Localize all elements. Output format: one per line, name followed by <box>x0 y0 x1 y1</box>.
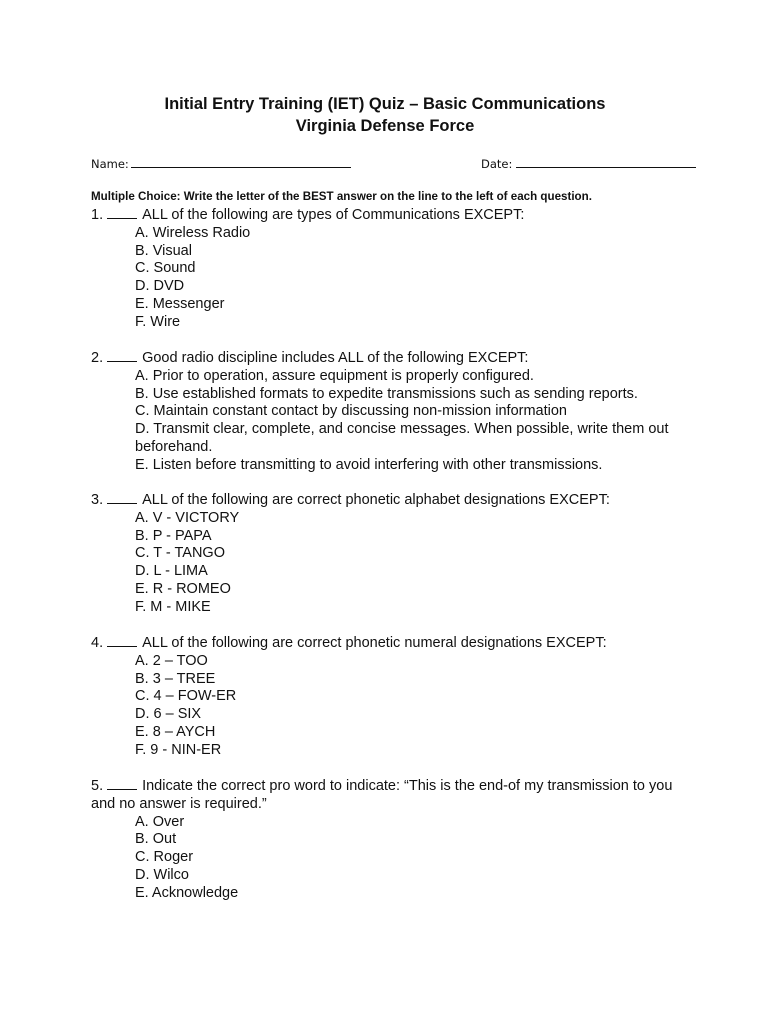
organization-title: Virginia Defense Force <box>295 117 475 135</box>
question-3 <box>91 490 691 617</box>
option-d: D. Transmit clear, complete, and concise messages. When possible, write them out beforehand. <box>135 421 669 455</box>
option-f: F. 9 - NIN-ER <box>135 741 222 758</box>
name-blank-line[interactable] <box>131 155 351 168</box>
option-b: B. Use established formats to expedite transmissions such as sending reports. <box>135 385 638 402</box>
options-list <box>91 814 691 903</box>
option-b: B. Visual <box>135 242 192 259</box>
date-field[interactable] <box>481 155 696 172</box>
option-e: E. Listen before transmitting to avoid interfering with other transmissions. <box>135 456 603 473</box>
option-b: B. Out <box>135 831 177 848</box>
quiz-title: Initial Entry Training (IET) Quiz – Basic Communications <box>164 95 606 113</box>
options-list <box>91 368 691 475</box>
answer-blank[interactable] <box>107 490 137 504</box>
question-text: ALL of the following are correct phonetic numeral designations EXCEPT: <box>142 635 607 651</box>
answer-blank[interactable] <box>107 348 137 362</box>
option-e: E. Messenger <box>135 295 225 312</box>
date-label: Date: <box>481 157 513 171</box>
options-list <box>91 225 691 332</box>
question-text: ALL of the following are types of Communications EXCEPT: <box>142 207 525 223</box>
name-label: Name: <box>91 157 129 171</box>
option-c: C. Maintain constant contact by discussing non-mission information <box>135 403 567 420</box>
option-c: C. Roger <box>135 849 194 866</box>
option-d: D. 6 – SIX <box>135 706 202 723</box>
question-stem <box>91 490 691 510</box>
option-a: A. Wireless Radio <box>135 224 251 241</box>
question-5 <box>91 776 691 903</box>
name-field[interactable] <box>91 155 351 172</box>
question-1 <box>91 205 691 332</box>
option-e: E. Acknowledge <box>135 884 239 901</box>
question-number: 5. <box>91 778 104 794</box>
option-d: D. Wilco <box>135 866 189 883</box>
question-stem <box>91 633 691 653</box>
option-a: A. Over <box>135 813 185 830</box>
option-d: D. L - LIMA <box>135 563 208 580</box>
question-2 <box>91 348 691 475</box>
question-stem <box>91 776 681 814</box>
question-stem <box>91 348 691 368</box>
question-text: Indicate the correct pro word to indicate: “This is the end-of my transmission to you and no answer is required.” <box>91 778 673 812</box>
option-c: C. Sound <box>135 260 196 277</box>
option-a: A. 2 – TOO <box>135 652 208 669</box>
question-stem <box>91 205 691 225</box>
question-number: 1. <box>91 207 104 223</box>
answer-blank[interactable] <box>107 633 137 647</box>
question-text: Good radio discipline includes ALL of the following EXCEPT: <box>142 350 529 366</box>
date-blank-line[interactable] <box>516 155 696 168</box>
answer-blank[interactable] <box>107 776 137 790</box>
option-c: C. 4 – FOW-ER <box>135 688 237 705</box>
option-a: A. V - VICTORY <box>135 509 240 526</box>
option-d: D. DVD <box>135 278 185 295</box>
question-number: 3. <box>91 492 104 508</box>
question-number: 4. <box>91 635 104 651</box>
option-a: A. Prior to operation, assure equipment is properly configured. <box>135 367 534 384</box>
option-c: C. T - TANGO <box>135 545 225 562</box>
option-f: F. M - MIKE <box>135 598 211 615</box>
option-b: B. 3 – TREE <box>135 670 216 687</box>
options-list <box>91 653 691 760</box>
instructions: Multiple Choice: Write the letter of the BEST answer on the line to the left of each question. <box>91 190 592 203</box>
answer-blank[interactable] <box>107 205 137 219</box>
option-e: E. 8 – AYCH <box>135 723 216 740</box>
question-text: ALL of the following are correct phonetic alphabet designations EXCEPT: <box>142 492 610 508</box>
question-4 <box>91 633 691 760</box>
options-list <box>91 510 691 617</box>
question-number: 2. <box>91 350 104 366</box>
option-f: F. Wire <box>135 313 181 330</box>
option-e: E. R - ROMEO <box>135 580 231 597</box>
option-b: B. P - PAPA <box>135 527 212 544</box>
